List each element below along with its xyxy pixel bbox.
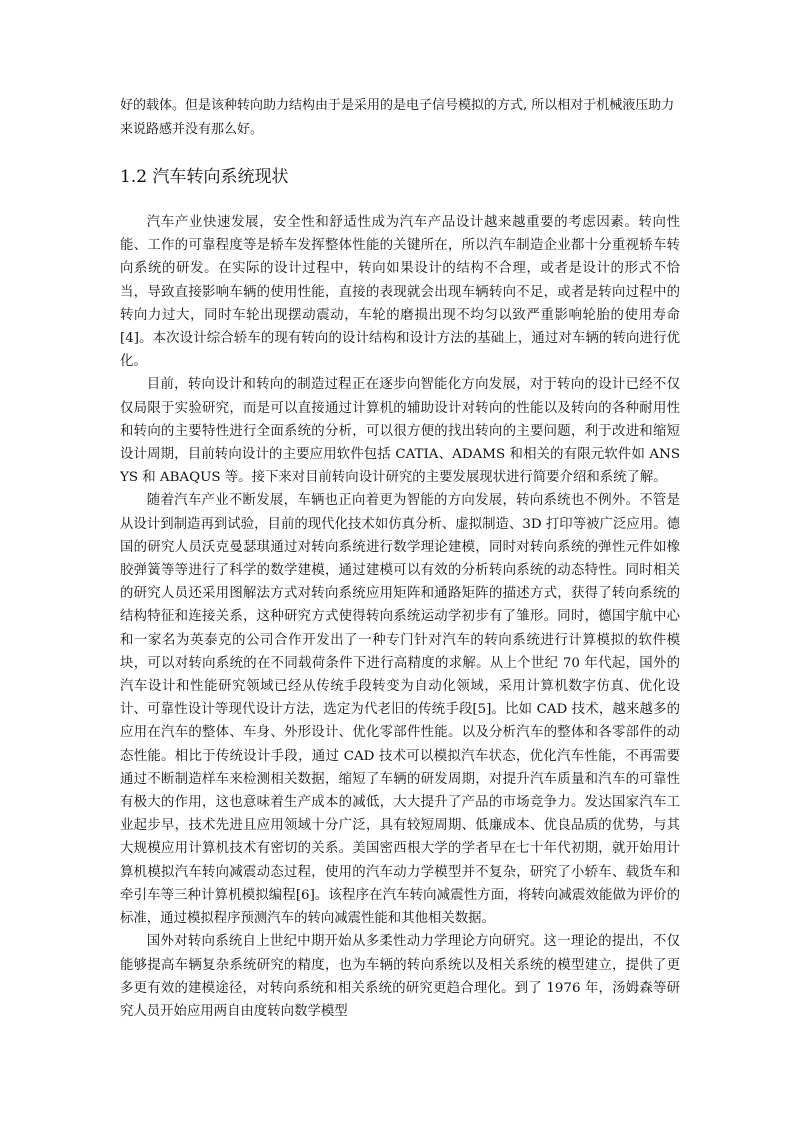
body-paragraph: 国外对转向系统自上世纪中期开始从多柔性动力学理论方向研究。这一理论的提出，不仅能够提高车辆复杂系统研究的精度，也为车辆的转向系统以及相关系统的模型建立，提供了更多更有效的建模途径，对转向系统和相关系统的研究更趋合理化。到了 1976 年，汤姆森等研究人员开始应用两自由度转向数学模型: [120, 934, 680, 1019]
section-body: [120, 211, 680, 1023]
intro-paragraph: 好的载体。但是该种转向助力结构由于是采用的是电子信号模拟的方式, 所以相对于机械液压助力来说路感并没有那么好。: [120, 98, 675, 137]
section-heading: 1.2 汽车转向系统现状: [120, 167, 289, 187]
body-paragraph: 汽车产业快速发展，安全性和舒适性成为汽车产品设计越来越重要的考虑因素。转向性能、工作的可靠程度等是轿车发挥整体性能的关键所在，所以汽车制造企业都十分重视轿车转向系统的研发。在实际的设计过程中，转向如果设计的结构不合理，或者是设计的形式不恰当，导致直接影响车辆的使用性能，直接的表现就会出现车辆转向不足，或者是转向过程中的转向力过大，同时车轮出现摆动震动，车轮的磨损出现不均匀以致严重影响轮胎的使用寿命[4]。本次设计综合轿车的现有转向的设计结构和设计方法的基础上，通过对车辆的转向进行优化。: [120, 215, 680, 370]
body-paragraph: 目前，转向设计和转向的制造过程正在逐步向智能化方向发展，对于转向的设计已经不仅仅局限于实验研究，而是可以直接通过计算机的辅助设计对转向的性能以及转向的各种耐用性和转向的主要特性进行全面系统的分析，可以很方便的找出转向的主要问题，利于改进和缩短设计周期，目前转向设计的主要应用软件包括 CATIA、ADAMS 和相关的有限元软件如 ANSYS 和 ABAQUS 等。接下来对目前转向设计研究的主要发展现状进行简要介绍和系统了解。: [120, 377, 680, 486]
body-paragraph: 随着汽车产业不断发展，车辆也正向着更为智能的方向发展，转向系统也不例外。不管是从设计到制造再到试验，目前的现代化技术如仿真分析、虚拟制造、3D 打印等被广泛应用。德国的研究人员沃克曼瑟琪通过对转向系统进行数学理论建模，同时对转向系统的弹性元件如橡胶弹簧等等进行了科学的数学建模，通过建模可以有效的分析转向系统的动态特性。同时相关的研究人员还采用图解法方式对转向系统应用矩阵和通路矩阵的描述方式，获得了转向系统的结构特征和连接关系，这种研究方式使得转向系统运动学初步有了雏形。同时，德国宇航中心和一家名为英泰克的公司合作开发出了一种专门针对汽车的转向系统进行计算模拟的软件模块，可以对转向系统的在不同载荷条件下进行高精度的求解。从上个世纪 70 年代起，国外的汽车设计和性能研究领域已经从传统手段转变为自动化领域，采用计算机数字仿真、优化设计、可靠性设计等现代设计方法，选定为代老旧的传统手段[5]。比如 CAD 技术，越来越多的应用在汽车的整体、车身、外形设计、优化零部件性能。以及分析汽车的整体和各零部件的动态性能。相比于传统设计手段，通过 CAD 技术可以模拟汽车状态，优化汽车性能，不再需要通过不断制造样车来检测相关数据，缩短了车辆的研发周期，对提升汽车质量和汽车的可靠性有极大的作用，这也意味着生产成本的减低，大大提升了产品的市场竞争力。发达国家汽车工业起步早，技术先进且应用领域十分广泛，具有较短周期、低廉成本、优良品质的优势，与其大规模应用计算机技术有密切的关系。美国密西根大学的学者早在七十年代初期，就开始用计算机模拟汽车转向减震动态过程，使用的汽车动力学模型并不复杂，研究了小轿车、载货车和牵引车等三种计算机模拟编程[6]。该程序在汽车转向减震性方面，将转向减震效能做为评价的标准，通过模拟程序预测汽车的转向减震性能和其他相关数据。: [120, 493, 680, 927]
